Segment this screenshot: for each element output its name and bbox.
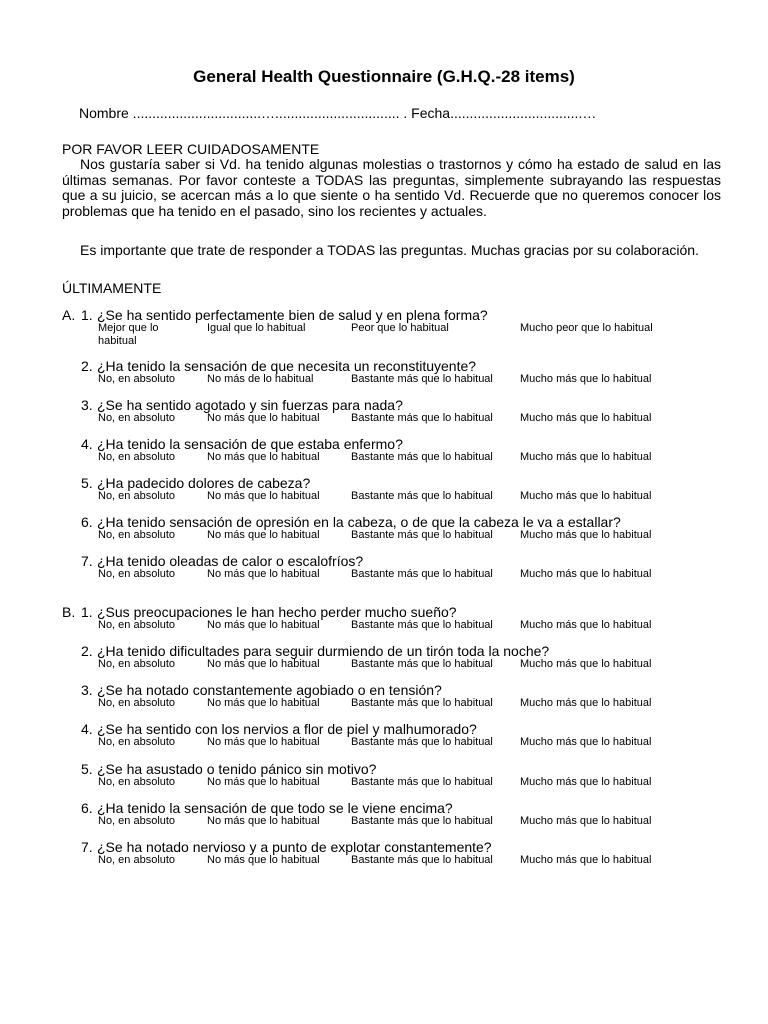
question-item: [62, 604, 742, 640]
answer-option[interactable]: No más que lo habitual: [207, 658, 320, 670]
name-date-field: Nombre .................................…................................ . Fecha..................................…: [79, 105, 597, 121]
answer-option[interactable]: No más que lo habitual: [207, 529, 320, 541]
question-text: ¿Sus preocupaciones le han hecho perder mucho sueño?: [97, 604, 457, 620]
question-text: ¿Se ha sentido con los nervios a flor de piel y malhumorado?: [97, 721, 477, 737]
question-number: 7.: [81, 553, 93, 569]
question-text: ¿Ha tenido la sensación de que estaba enfermo?: [97, 436, 403, 452]
page-title: General Health Questionnaire (G.H.Q.-28 items): [193, 67, 575, 86]
question-item: [62, 436, 742, 472]
answer-option[interactable]: No, en absoluto: [98, 736, 176, 748]
answer-option[interactable]: No más que lo habitual: [207, 451, 320, 463]
answer-option[interactable]: No, en absoluto: [98, 697, 176, 709]
answer-option[interactable]: Bastante más que lo habitual: [351, 736, 493, 748]
answer-option[interactable]: Bastante más que lo habitual: [351, 697, 493, 709]
answer-option[interactable]: Bastante más que lo habitual: [351, 619, 493, 631]
important-note: Es importante que trate de responder a TODAS las preguntas. Muchas gracias por su colaboración.: [80, 242, 699, 258]
question-item: [62, 800, 742, 836]
section-letter: A.: [62, 307, 76, 323]
question-item: [62, 397, 742, 433]
question-text: ¿Ha tenido la sensación de que todo se le viene encima?: [97, 800, 453, 816]
answer-option[interactable]: Mucho más que lo habitual: [520, 736, 652, 748]
answer-option[interactable]: No más que lo habitual: [207, 697, 320, 709]
question-number: 3.: [81, 397, 93, 413]
answer-option[interactable]: Mucho más que lo habitual: [520, 619, 652, 631]
answer-option[interactable]: No, en absoluto: [98, 451, 176, 463]
answer-option[interactable]: Bastante más que lo habitual: [351, 776, 493, 788]
question-item: [62, 307, 742, 347]
question-text: ¿Ha tenido dificultades para seguir durmiendo de un tirón toda la noche?: [97, 643, 550, 659]
answer-option[interactable]: Mucho más que lo habitual: [520, 697, 652, 709]
answer-option[interactable]: No, en absoluto: [98, 373, 176, 385]
answer-option[interactable]: Mucho más que lo habitual: [520, 776, 652, 788]
question-text: ¿Ha tenido oleadas de calor o escalofríos?: [97, 553, 364, 569]
answer-option[interactable]: No, en absoluto: [98, 568, 176, 580]
answer-option[interactable]: Bastante más que lo habitual: [351, 412, 493, 424]
answer-option[interactable]: Mejor que lo habitual: [98, 322, 159, 347]
question-item: [62, 682, 742, 718]
question-text: ¿Ha tenido la sensación de que necesita un reconstituyente?: [97, 358, 477, 374]
answer-option[interactable]: No más que lo habitual: [207, 490, 320, 502]
answer-option[interactable]: No más que lo habitual: [207, 815, 320, 827]
question-number: 5.: [81, 761, 93, 777]
answer-option[interactable]: No más que lo habitual: [207, 568, 320, 580]
question-text: ¿Se ha sentido perfectamente bien de salud y en plena forma?: [97, 307, 488, 323]
answer-option[interactable]: No, en absoluto: [98, 776, 176, 788]
answer-option[interactable]: Mucho más que lo habitual: [520, 658, 652, 670]
answer-option[interactable]: No más que lo habitual: [207, 854, 320, 866]
answer-option[interactable]: Bastante más que lo habitual: [351, 490, 493, 502]
question-item: [62, 643, 742, 679]
answer-option[interactable]: Bastante más que lo habitual: [351, 854, 493, 866]
answer-option[interactable]: Mucho más que lo habitual: [520, 373, 652, 385]
question-number: 6.: [81, 514, 93, 530]
question-text: ¿Ha tenido sensación de opresión en la cabeza, o de que la cabeza le va a estallar?: [97, 514, 621, 530]
answer-option[interactable]: No, en absoluto: [98, 529, 176, 541]
question-number: 4.: [81, 721, 93, 737]
answer-option[interactable]: No, en absoluto: [98, 490, 176, 502]
answer-option[interactable]: Bastante más que lo habitual: [351, 658, 493, 670]
answer-option[interactable]: Bastante más que lo habitual: [351, 373, 493, 385]
question-number: 2.: [81, 358, 93, 374]
question-item: [62, 358, 742, 394]
answer-option[interactable]: No, en absoluto: [98, 815, 176, 827]
question-number: 2.: [81, 643, 93, 659]
question-number: 6.: [81, 800, 93, 816]
instructions-heading: POR FAVOR LEER CUIDADOSAMENTE: [62, 141, 320, 157]
answer-option[interactable]: No más que lo habitual: [207, 412, 320, 424]
question-number: 4.: [81, 436, 93, 452]
question-text: ¿Se ha notado nervioso y a punto de explotar constantemente?: [97, 839, 492, 855]
question-number: 7.: [81, 839, 93, 855]
answer-option[interactable]: Bastante más que lo habitual: [351, 815, 493, 827]
section-label: ÚLTIMAMENTE: [62, 280, 162, 296]
answer-option[interactable]: Mucho más que lo habitual: [520, 815, 652, 827]
answer-option[interactable]: Peor que lo habitual: [351, 322, 449, 334]
answer-option[interactable]: No más que lo habitual: [207, 776, 320, 788]
question-text: ¿Ha padecido dolores de cabeza?: [97, 475, 311, 491]
question-text: ¿Se ha notado constantemente agobiado o en tensión?: [97, 682, 442, 698]
question-item: [62, 839, 742, 875]
answer-option[interactable]: No, en absoluto: [98, 619, 176, 631]
answer-option[interactable]: Igual que lo habitual: [207, 322, 306, 334]
answer-option[interactable]: Mucho más que lo habitual: [520, 529, 652, 541]
answer-option[interactable]: No, en absoluto: [98, 412, 176, 424]
question-number: 5.: [81, 475, 93, 491]
question-item: [62, 761, 742, 797]
answer-option[interactable]: Bastante más que lo habitual: [351, 529, 493, 541]
question-item: [62, 553, 742, 589]
answer-option[interactable]: Mucho más que lo habitual: [520, 412, 652, 424]
question-item: [62, 514, 742, 550]
question-number: 1.: [81, 307, 93, 323]
question-number: 3.: [81, 682, 93, 698]
answer-option[interactable]: Bastante más que lo habitual: [351, 568, 493, 580]
section-letter: B.: [62, 604, 76, 620]
question-text: ¿Se ha asustado o tenido pánico sin motivo?: [97, 761, 377, 777]
answer-option[interactable]: No más que lo habitual: [207, 736, 320, 748]
question-item: [62, 721, 742, 757]
answer-option[interactable]: No, en absoluto: [98, 854, 176, 866]
answer-option[interactable]: Mucho peor que lo habitual: [520, 322, 653, 334]
question-item: [62, 475, 742, 511]
answer-option[interactable]: Mucho más que lo habitual: [520, 568, 652, 580]
question-number: 1.: [81, 604, 93, 620]
instructions-body: Nos gustaría saber si Vd. ha tenido algunas molestias o trastornos y cómo ha estado de salud en las últimas semanas. Por favor conteste a TODAS las preguntas, simplemente subrayando las respuestas que a su juicio, se acercan más a lo que siente o ha sentido Vd. Recuerde que no queremos conocer los problemas que ha tenido en el pasado, sino los recientes y actuales.: [62, 156, 721, 219]
answer-option[interactable]: Mucho más que lo habitual: [520, 490, 652, 502]
answer-option[interactable]: Bastante más que lo habitual: [351, 451, 493, 463]
question-text: ¿Se ha sentido agotado y sin fuerzas para nada?: [97, 397, 403, 413]
answer-option[interactable]: No más que lo habitual: [207, 619, 320, 631]
answer-option[interactable]: No, en absoluto: [98, 658, 176, 670]
answer-option[interactable]: No más de lo habitual: [207, 373, 314, 385]
answer-option[interactable]: Mucho más que lo habitual: [520, 451, 652, 463]
answer-option[interactable]: Mucho más que lo habitual: [520, 854, 652, 866]
